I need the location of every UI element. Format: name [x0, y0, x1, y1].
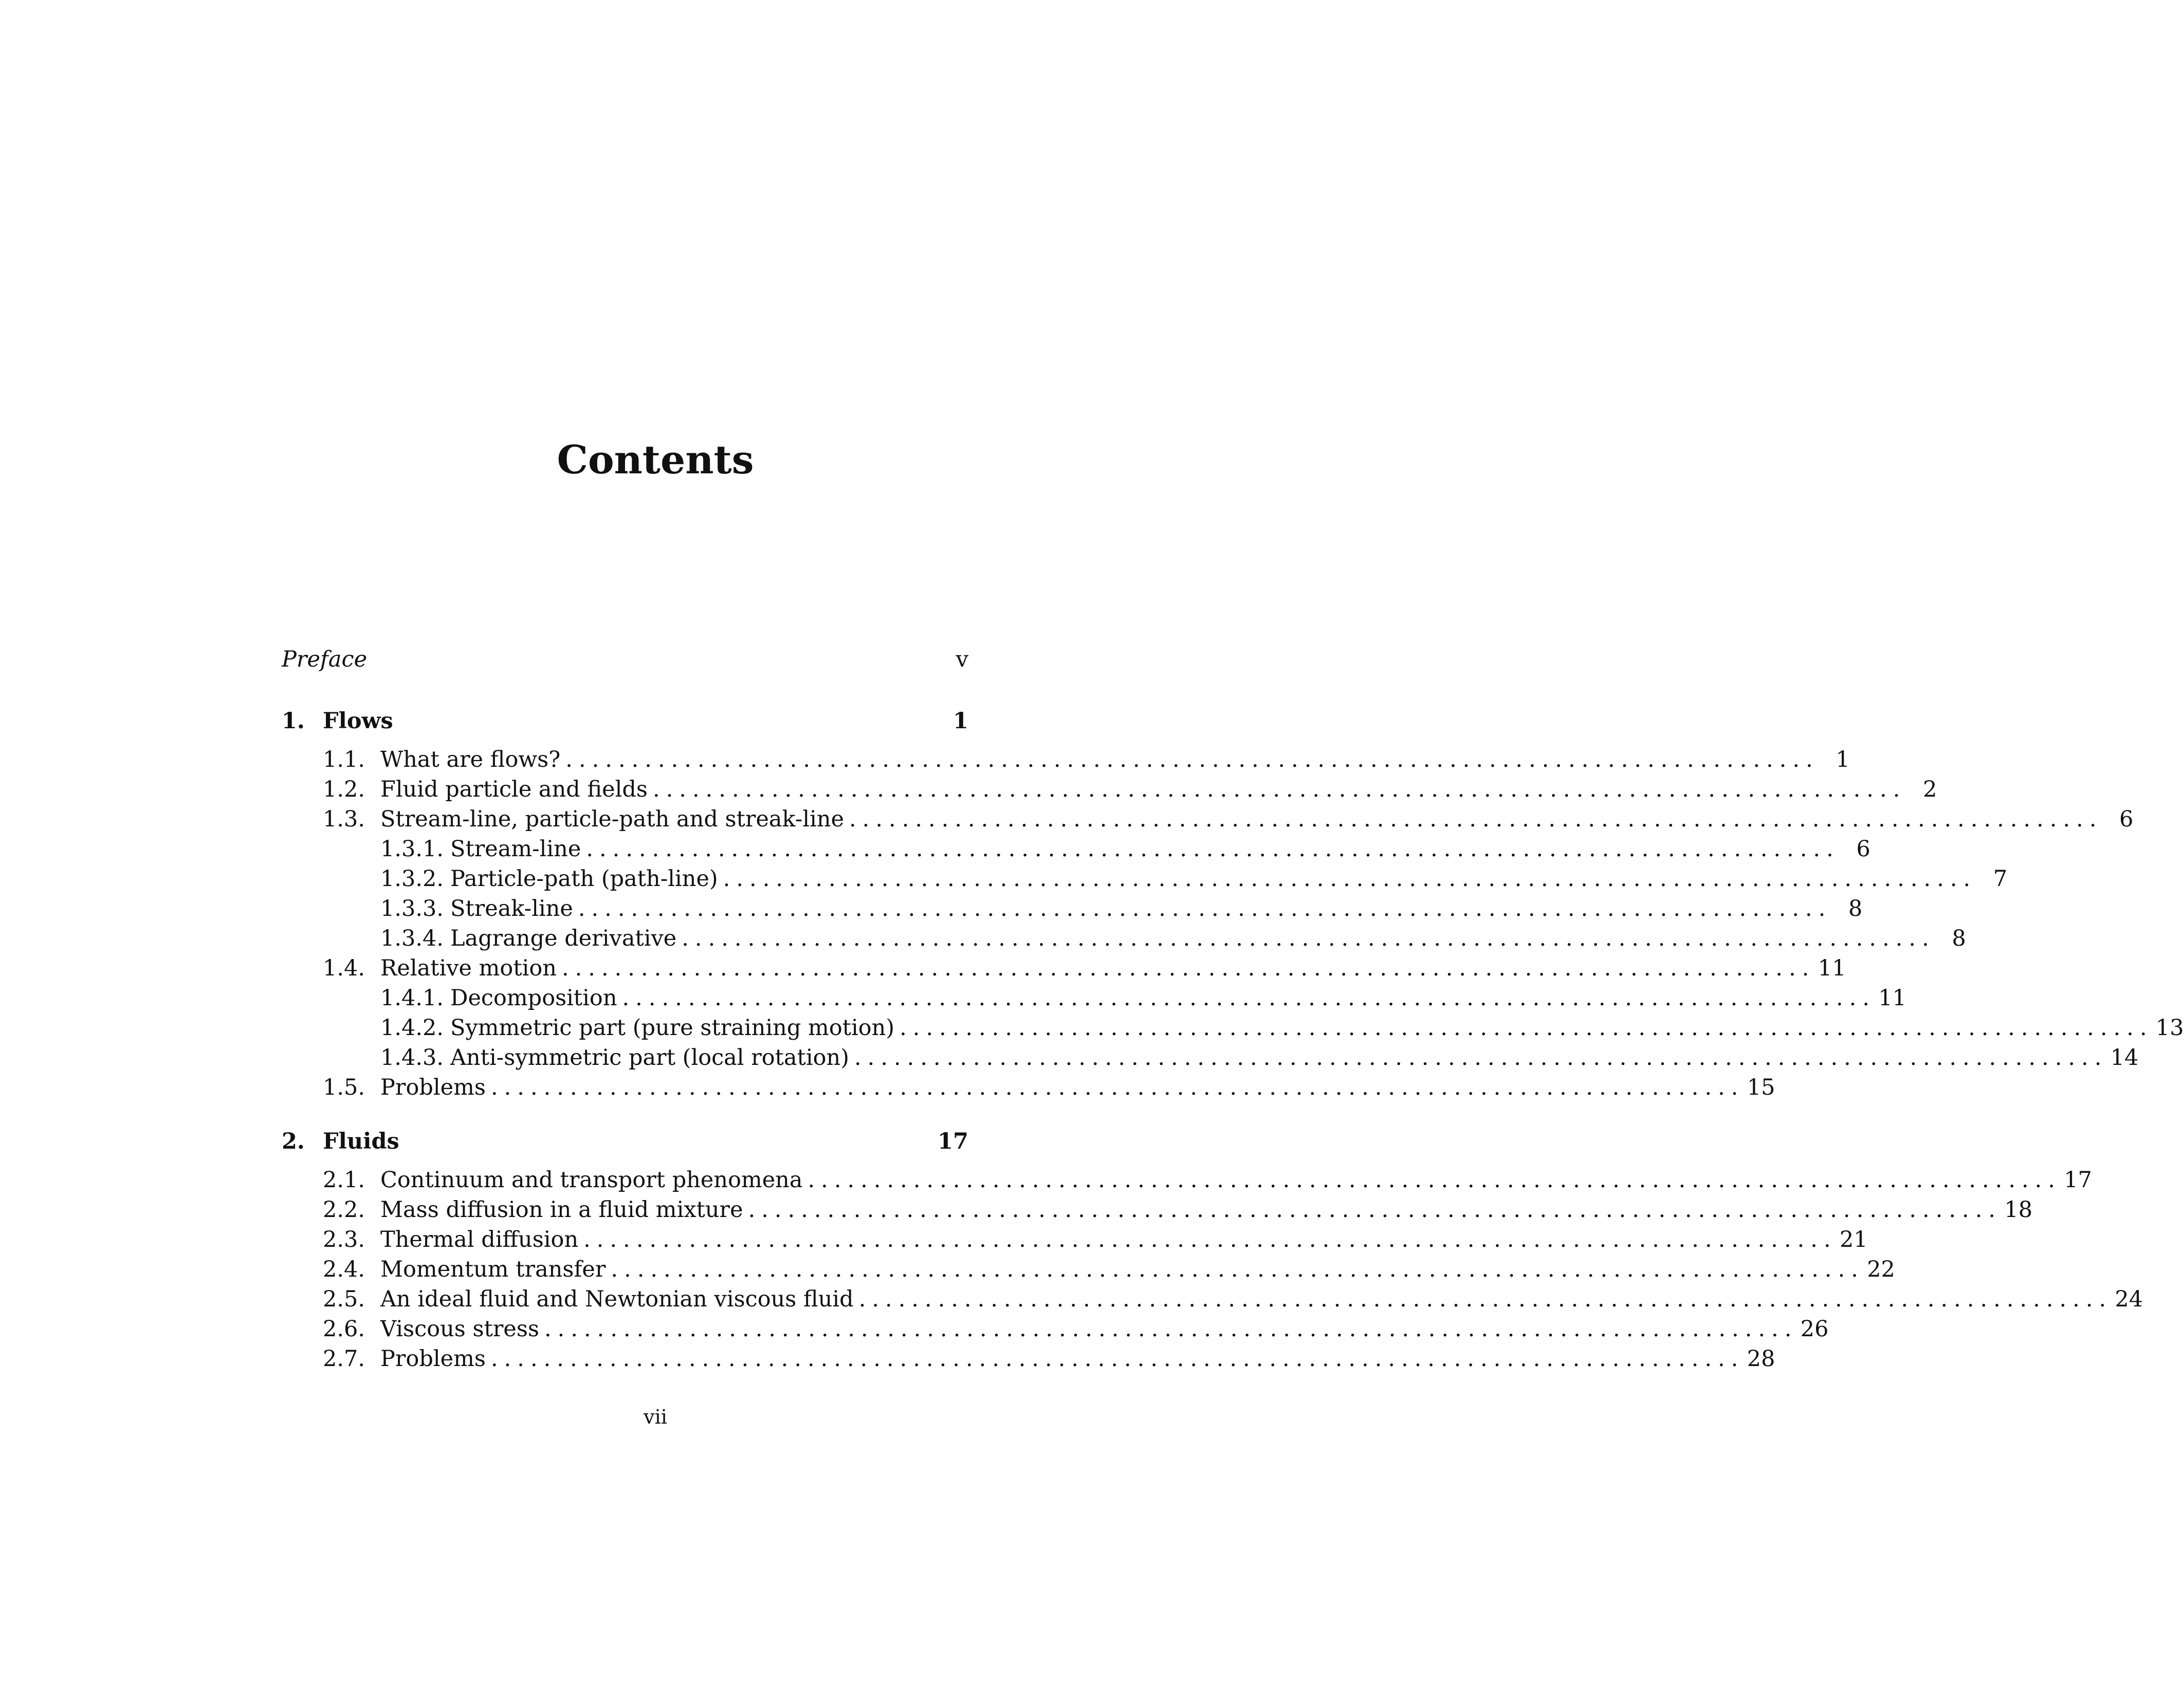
toc-preface[interactable]: [282, 645, 968, 674]
toc-section-title: Thermal diffusion: [380, 1227, 579, 1252]
toc-subsection-page: 8: [1952, 926, 1966, 951]
toc-subsection-page: 11: [1878, 985, 1907, 1011]
toc-subsection[interactable]: [380, 924, 1966, 953]
toc-subsection-title: Stream-line: [450, 836, 581, 862]
toc-dot-leader: ...............................................................................................: [490, 1075, 1745, 1100]
toc-chapter-number: 2.: [282, 1129, 305, 1154]
toc-section[interactable]: [323, 775, 1937, 804]
toc-section-number: 1.4.: [323, 955, 365, 981]
toc-preface-page: v: [956, 647, 968, 672]
toc-section-title: Momentum transfer: [380, 1257, 606, 1282]
toc-subsection[interactable]: [380, 894, 1863, 923]
toc-section-number: 1.2.: [323, 777, 365, 802]
toc-section[interactable]: [323, 1195, 2033, 1224]
toc-preface-label: Preface: [282, 647, 368, 672]
toc-section-number: 1.1.: [323, 747, 365, 772]
toc-section-number: 1.5.: [323, 1075, 365, 1100]
toc-section-title: Relative motion: [380, 955, 557, 981]
toc-section-page: 18: [2004, 1197, 2033, 1223]
toc-dot-leader: ...............................................................................................: [578, 896, 1832, 921]
toc-section[interactable]: [323, 1255, 1895, 1284]
toc-section-title: What are flows?: [380, 747, 561, 772]
toc-section-page: 28: [1747, 1346, 1775, 1372]
toc-section-page: 17: [2064, 1167, 2093, 1193]
toc-dot-leader: ...............................................................................................: [748, 1197, 2002, 1223]
toc-chapter-page: 1: [953, 708, 968, 734]
toc-section-number: 2.2.: [323, 1197, 365, 1223]
toc-dot-leader: ...............................................................................................: [611, 1257, 1864, 1282]
toc-dot-leader: ...............................................................................................: [586, 836, 1840, 862]
toc-subsection-page: 7: [1993, 866, 2008, 892]
page-number: vii: [644, 1406, 667, 1428]
toc-section[interactable]: [323, 954, 1846, 983]
toc-subsection-number: 1.3.1.: [380, 836, 444, 862]
toc-subsection-title: Symmetric part (pure straining motion): [450, 1015, 895, 1041]
toc-subsection-page: 8: [1848, 896, 1863, 921]
toc-section-title: Mass diffusion in a fluid mixture: [380, 1197, 743, 1223]
toc-chapter[interactable]: [282, 1127, 968, 1156]
toc-section-title: Fluid particle and fields: [380, 777, 648, 802]
toc-section-title: Stream-line, particle-path and streak-line: [380, 806, 845, 832]
toc-dot-leader: ...............................................................................................: [622, 985, 1876, 1011]
toc-subsection[interactable]: [380, 835, 1870, 863]
toc-section-number: 2.7.: [323, 1346, 365, 1372]
toc-chapter-page: 17: [938, 1129, 968, 1154]
toc-subsection[interactable]: [380, 1013, 2184, 1042]
toc-subsection-page: 6: [1856, 836, 1870, 862]
toc-section-page: 1: [1836, 747, 1850, 772]
toc-dot-leader: ...............................................................................................: [854, 1045, 2108, 1071]
toc-section-title: Problems: [380, 1075, 486, 1100]
toc-section-number: 2.6.: [323, 1316, 365, 1342]
toc-section[interactable]: [323, 1225, 1868, 1254]
toc-section-title: Problems: [380, 1346, 486, 1372]
toc-subsection-number: 1.4.1.: [380, 985, 444, 1011]
toc-section[interactable]: [323, 805, 2134, 834]
toc-dot-leader: ...............................................................................................: [490, 1346, 1745, 1372]
toc-subsection-title: Anti-symmetric part (local rotation): [450, 1045, 849, 1071]
toc-subsection-number: 1.4.3.: [380, 1045, 444, 1071]
toc-section-page: 24: [2115, 1286, 2143, 1312]
toc-dot-leader: ...............................................................................................: [583, 1227, 1837, 1252]
toc-section-page: 6: [2119, 806, 2134, 832]
toc-section[interactable]: [323, 1315, 1829, 1343]
toc-section-page: 26: [1800, 1316, 1829, 1342]
toc-section[interactable]: [323, 1166, 2093, 1194]
toc-subsection-title: Lagrange derivative: [450, 926, 677, 951]
toc-section-page: 15: [1747, 1075, 1775, 1100]
toc-section-page: 2: [1923, 777, 1937, 802]
toc-section-number: 1.3.: [323, 806, 365, 832]
toc-section[interactable]: [323, 1344, 1775, 1373]
toc-section-page: 22: [1867, 1257, 1895, 1282]
toc-subsection-title: Particle-path (path-line): [450, 866, 718, 892]
toc-section-title: Continuum and transport phenomena: [380, 1167, 803, 1193]
toc-dot-leader: ...............................................................................................: [858, 1286, 2113, 1312]
toc-section-title: Viscous stress: [380, 1316, 539, 1342]
toc-dot-leader: ...............................................................................................: [682, 926, 1935, 951]
toc-dot-leader: ...............................................................................................: [807, 1167, 2062, 1193]
toc-subsection[interactable]: [380, 1043, 2139, 1072]
toc-subsection-number: 1.4.2.: [380, 1015, 444, 1041]
toc-section-number: 2.3.: [323, 1227, 365, 1252]
toc-subsection-title: Decomposition: [450, 985, 617, 1011]
toc-subsection-page: 13: [2155, 1015, 2184, 1041]
toc-section-title: An ideal fluid and Newtonian viscous fluid: [380, 1286, 854, 1312]
toc-chapter-number: 1.: [282, 708, 305, 734]
toc-subsection[interactable]: [380, 864, 2008, 893]
toc-section-page: 11: [1818, 955, 1846, 981]
toc-subsection-title: Streak-line: [450, 896, 573, 921]
toc-section[interactable]: [323, 1073, 1775, 1102]
toc-section-page: 21: [1839, 1227, 1868, 1252]
toc-section[interactable]: [323, 1285, 2143, 1314]
toc-chapter-title: Flows: [323, 708, 393, 734]
toc-dot-leader: ...............................................................................................: [565, 747, 1819, 772]
toc-section-number: 2.1.: [323, 1167, 365, 1193]
toc-subsection[interactable]: [380, 984, 1907, 1012]
toc-subsection-page: 14: [2110, 1045, 2139, 1071]
toc-dot-leader: ...............................................................................................: [849, 806, 2103, 832]
toc-section[interactable]: [323, 745, 1850, 774]
toc-dot-leader: ...............................................................................................: [561, 955, 1815, 981]
toc-section-number: 2.5.: [323, 1286, 365, 1312]
toc-section-number: 2.4.: [323, 1257, 365, 1282]
toc-dot-leader: ...............................................................................................: [723, 866, 1977, 892]
toc-subsection-number: 1.3.2.: [380, 866, 444, 892]
toc-chapter-title: Fluids: [323, 1129, 399, 1154]
toc-dot-leader: ...............................................................................................: [544, 1316, 1798, 1342]
toc-dot-leader: ...............................................................................................: [900, 1015, 2153, 1041]
toc-subsection-number: 1.3.4.: [380, 926, 444, 951]
toc-subsection-number: 1.3.3.: [380, 896, 444, 921]
page-title: Contents: [557, 437, 754, 483]
toc-dot-leader: ...............................................................................................: [652, 777, 1906, 802]
toc-chapter[interactable]: [282, 707, 968, 735]
